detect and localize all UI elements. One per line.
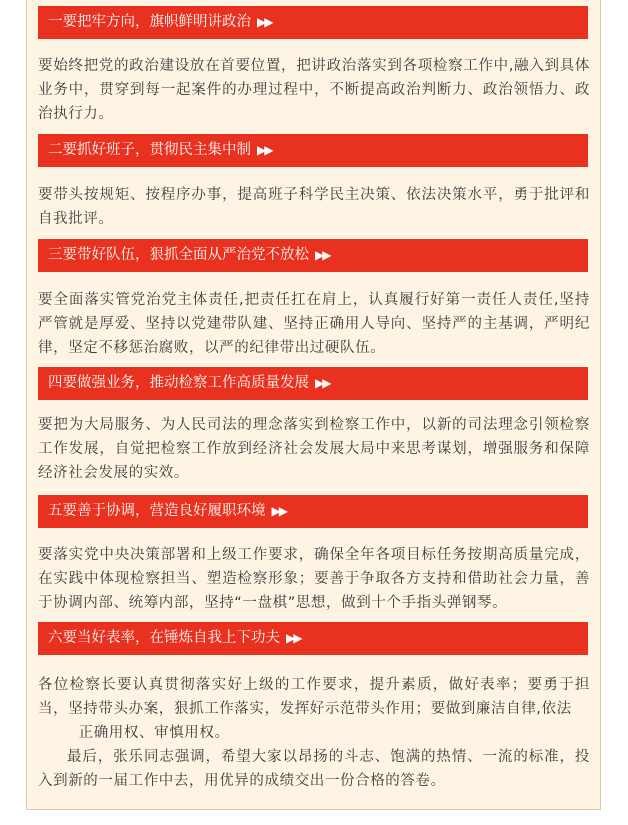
section-header-3 [38,239,588,272]
section-title: 二要抓好班子，贯彻民主集中制 [48,142,251,158]
section-title: 五要善于协调，营造良好履职环境 [48,503,266,519]
section-header-5 [38,495,588,528]
section-title: 六要当好表率，在锤炼自我上下功夫 [48,630,280,646]
section-body-1: 要始终把党的政治建设放在首要位置，把讲政治落实到各项检察工作中,融入到具体业务中，贯穿到每一起案件的办理过程中，不断提高政治判断力、政治领悟力、政治执行力。 [38,58,590,122]
section-title: 三要带好队伍，狠抓全面从严治党不放松 [48,247,309,263]
section-body-6 [38,673,590,793]
double-arrow-icon: ▶▶ [271,504,286,518]
section-title: 四要做强业务，推动检察工作高质量发展 [48,375,309,391]
double-arrow-icon: ▶▶ [315,376,330,390]
double-arrow-icon: ▶▶ [257,143,272,157]
section-header-1 [38,6,588,39]
double-arrow-icon: ▶▶ [286,631,301,645]
section-header-2 [38,134,588,167]
section-body-3: 要全面落实管党治党主体责任,把责任扛在肩上，认真履行好第一责任人责任,坚持严管就是厚爱、坚持以党建带队建、坚持正确用人导向、坚持严的主基调，严明纪律，坚定不移惩治腐败，以严的纪律带出过硬队伍。 [38,292,590,356]
double-arrow-icon: ▶▶ [257,15,272,29]
closing-paragraph: 最后，张乐同志强调，希望大家以昂扬的斗志、饱满的热情、一流的标准，投入到新的一届工作中去，用优异的成绩交出一份合格的答卷。 [38,749,590,789]
section-body-6-text: 各位检察长要认真贯彻落实好上级的工作要求，提升素质，做好表率；要勇于担当，坚持带头办案，狠抓工作落实，发挥好示范带头作用；要做到廉洁自律,依法 [38,677,590,717]
section-header-4 [38,367,588,400]
section-body-5: 要落实党中央决策部署和上级工作要求，确保全年各项目标任务按期高质量完成，在实践中体现检察担当、塑造检察形象；要善于争取各方支持和借助社会力量，善于协调内部、统筹内部，坚持“一盘棋”思想，做到十个手指头弹钢琴。 [38,547,590,611]
section-header-6 [38,622,588,655]
section-body-4: 要把为大局服务、为人民司法的理念落实到检察工作中，以新的司法理念引领检察工作发展，自觉把检察工作放到经济社会发展大局中来思考谋划，增强服务和保障经济社会发展的实效。 [38,417,590,481]
section-body-6-continuation: 正确用权、审慎用权。 [78,725,230,741]
section-body-2: 要带头按规矩、按程序办事，提高班子科学民主决策、依法决策水平，勇于批评和自我批评。 [38,187,590,227]
double-arrow-icon: ▶▶ [315,248,330,262]
section-title: 一要把牢方向，旗帜鲜明讲政治 [48,14,251,30]
